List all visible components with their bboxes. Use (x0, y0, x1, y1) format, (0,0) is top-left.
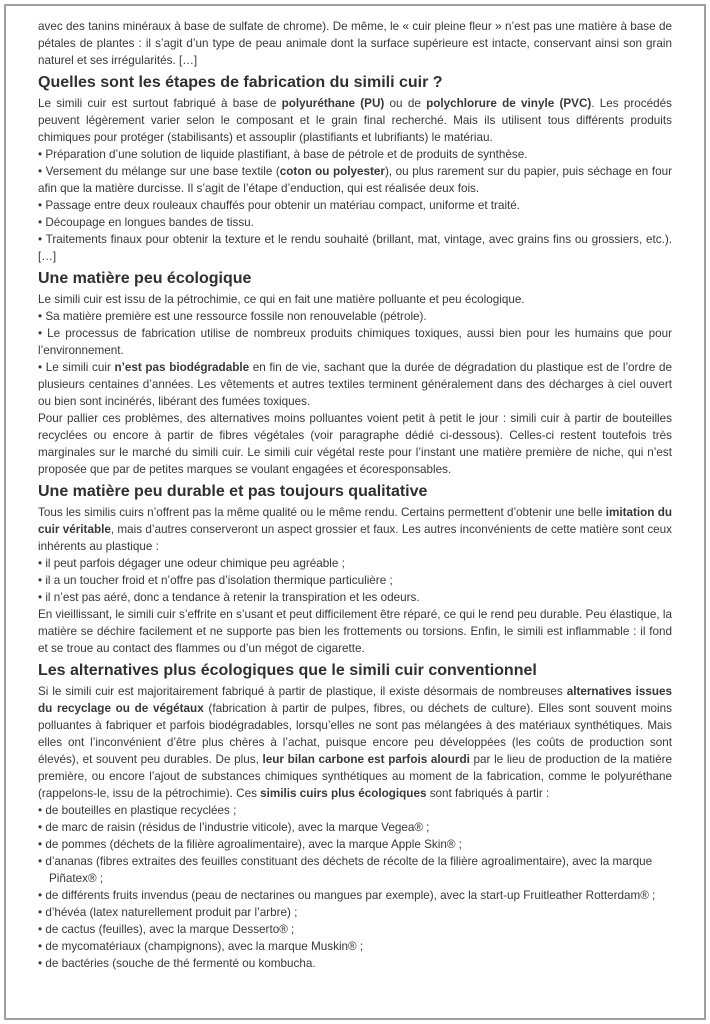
paragraph (38, 291, 672, 308)
list-item (38, 904, 672, 921)
paragraph (38, 231, 672, 265)
body-text: Le simili cuir est surtout fabriqué à base de (38, 97, 282, 110)
paragraph (38, 163, 672, 197)
section-heading (38, 269, 672, 289)
bold-text: imitation du cuir véritable (38, 506, 672, 536)
body-text: sont fabriqués à partir : (426, 787, 550, 800)
bold-text: polyuréthane (PU) (281, 97, 385, 110)
body-text: • Versement du mélange sur une base textile ( (38, 165, 280, 178)
body-text: Tous les similis cuirs n’offrent pas la même qualité ou le même rendu. Certains permettent d’obtenir une belle (38, 506, 606, 519)
paragraph (38, 359, 672, 410)
body-text: Une matière peu durable et pas toujours qualitative (38, 483, 428, 500)
paragraph (38, 589, 672, 606)
body-text: • de pommes (déchets de la filière agroalimentaire), avec la marque Apple Skin® ; (38, 838, 462, 851)
bold-text: similis cuirs plus écologiques (260, 787, 427, 800)
body-text: • il n’est pas aéré, donc a tendance à retenir la transpiration et les odeurs. (38, 591, 420, 604)
body-text: • de marc de raisin (résidus de l’industrie viticole), avec la marque Vegea® ; (38, 821, 430, 834)
document-page (4, 4, 706, 1020)
body-text: ou de (384, 97, 427, 110)
section-heading (38, 661, 672, 681)
bold-text: leur bilan carbone est parfois alourdi (262, 753, 470, 766)
body-text: • il peut parfois dégager une odeur chimique peu agréable ; (38, 557, 345, 570)
section-heading (38, 73, 672, 93)
list-item (38, 887, 672, 904)
body-text: . Les procédés peuvent légèrement varier selon le composant et le grain final recherché. Mais ils utilisent tous différents produits chimiques pour protéger (stabilisants) et assouplir (plastifiants et lubrifiants) le matériau. (38, 97, 672, 144)
paragraph (38, 95, 672, 146)
body-text: Les alternatives plus écologiques que le simili cuir conventionnel (38, 662, 537, 679)
paragraph (38, 325, 672, 359)
body-text: • Le processus de fabrication utilise de nombreux produits chimiques toxiques, aussi bien pour les humains que pour l’environnement. (38, 327, 672, 357)
bold-text: polychlorure de vinyle (PVC) (426, 97, 592, 110)
body-text: • Traitements finaux pour obtenir la texture et le rendu souhaité (brillant, mat, vintage, avec grains fins ou grossiers, etc.). […] (38, 233, 672, 263)
body-text: ), ou plus rarement sur du papier, puis séchage en four afin que la matière durcisse. Il s’agit de l’étape d’enduction, qui est réalisée deux fois. (38, 165, 672, 195)
body-text: • Sa matière première est une ressource fossile non renouvelable (pétrole). (38, 310, 427, 323)
body-text: (fabrication à partir de pulpes, fibres, ou déchets de culture). Elles sont souvent moins polluantes à fabriquer et parfois biodégradables, lorsqu’elles ne sont pas mélangées à des matériaux synthétiques. Mais elles ont l’inconvénient d’être plus chères à l’achat, puisque encore peu développées (les coûts de production sont élevés), et souvent peu durables. De plus, (38, 702, 672, 766)
list-item (38, 836, 672, 853)
paragraph (38, 18, 672, 69)
body-text: Si le simili cuir est majoritairement fabriqué à partir de plastique, il existe désormais de nombreuses (38, 685, 567, 698)
body-text: En vieillissant, le simili cuir s’effrite en s’usant et peut difficilement être réparé, ce qui le rend peu durable. Peu élastique, la matière se déchire facilement et ne supporte pas bien les frottements ou torsions. Enfin, le simili est inflammable : il fond et se troue au contact des flammes ou d’un mégot de cigarette. (38, 608, 672, 655)
body-text: • de différents fruits invendus (peau de nectarines ou mangues par exemple), avec la start-up Fruitleather Rotterdam® ; (38, 889, 656, 902)
body-text: • de mycomatériaux (champignons), avec la marque Muskin® ; (38, 940, 364, 953)
paragraph (38, 555, 672, 572)
paragraph (38, 683, 672, 802)
paragraph (38, 214, 672, 231)
body-text: Quelles sont les étapes de fabrication du simili cuir ? (38, 74, 443, 91)
body-text: , mais d’autres conserveront un aspect grossier et faux. Les autres inconvénients de cette matière sont ceux inhérents au plastique : (38, 523, 673, 553)
bold-text: n’est pas biodégradable (114, 361, 250, 374)
body-text: • il a un toucher froid et n’offre pas d’isolation thermique particulière ; (38, 574, 393, 587)
paragraph (38, 146, 672, 163)
list-item (38, 802, 672, 819)
section-heading (38, 482, 672, 502)
list-item (38, 853, 672, 887)
paragraph (38, 504, 672, 555)
body-text: • de cactus (feuilles), avec la marque Desserto® ; (38, 923, 295, 936)
list-item (38, 938, 672, 955)
paragraph (38, 308, 672, 325)
paragraph (38, 572, 672, 589)
document-content (38, 18, 672, 972)
body-text: • Préparation d’une solution de liquide plastifiant, à base de pétrole et de produits de synthèse. (38, 148, 528, 161)
body-text: par le lieu de production de la matière première, ou encore l’ajout de substances chimiques synthétiques au moment de la fabrication, comme le polyuréthane (rappelons-le, issu de la pétrochimie). Ces (38, 753, 673, 800)
body-text: en fin de vie, sachant que la durée de dégradation du plastique est de l’ordre de plusieurs centaines d’années. Les vêtements et autres textiles terminent généralement dans des décharges à ciel ouvert ou bien sont incinérés, libérant des fumées toxiques. (38, 361, 672, 408)
bold-text: alternatives issues du recyclage ou de végétaux (38, 685, 672, 715)
body-text: Pour pallier ces problèmes, des alternatives moins polluantes voient petit à petit le jour : simili cuir à partir de bouteilles recyclées ou encore à partir de fibres végétales (voir paragraphe dédié ci-dessous). Celles-ci restent toutefois très marginales sur le marché du simili cuir. Le simili cuir végétal reste pour l’instant une matière première de niche, qui n’est proposée que par de petites marques se voulant engagées et écoresponsables. (38, 412, 672, 476)
body-text: avec des tanins minéraux à base de sulfate de chrome). De même, le « cuir pleine fleur » n’est pas une matière à base de pétales de plantes : il s’agit d’un type de peau animale dont la surface supérieure est intacte, conservant ainsi son grain naturel et ses irrégularités. […] (38, 20, 672, 67)
body-text: • Passage entre deux rouleaux chauffés pour obtenir un matériau compact, uniforme et traité. (38, 199, 521, 212)
paragraph (38, 410, 672, 478)
body-text: • de bactéries (souche de thé fermenté ou kombucha. (38, 957, 316, 970)
body-text: • Découpage en longues bandes de tissu. (38, 216, 254, 229)
list-item (38, 921, 672, 938)
paragraph (38, 197, 672, 214)
body-text: • de bouteilles en plastique recyclées ; (38, 804, 237, 817)
list-item (38, 955, 672, 972)
body-text: Une matière peu écologique (38, 270, 252, 287)
paragraph (38, 606, 672, 657)
list-item (38, 819, 672, 836)
body-text: • d’hévéa (latex naturellement produit par l’arbre) ; (38, 906, 298, 919)
body-text: • d’ananas (fibres extraites des feuilles constituant des déchets de récolte de la filière agroalimentaire), avec la marque Piñatex® ; (38, 855, 653, 885)
body-text: Le simili cuir est issu de la pétrochimie, ce qui en fait une matière polluante et peu écologique. (38, 293, 525, 306)
body-text: • Le simili cuir (38, 361, 115, 374)
bold-text: coton ou polyester (279, 165, 385, 178)
